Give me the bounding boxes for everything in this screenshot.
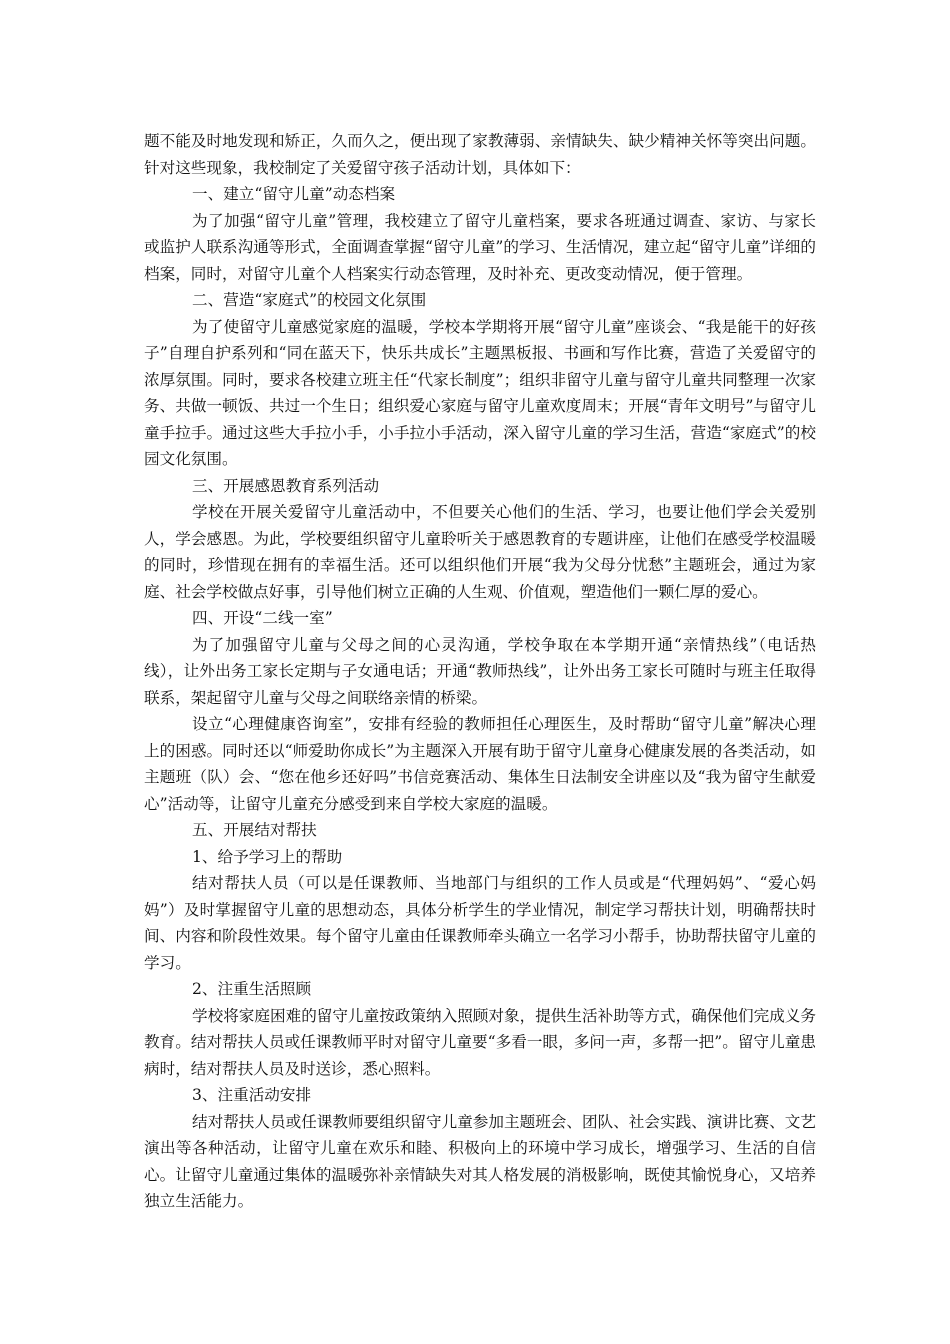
section-heading-2: 二、营造“家庭式”的校园文化氛围 [192,291,427,309]
paragraph-campus-culture: 为了使留守儿童感觉家庭的温暖，学校本学期将开展“留守儿童”座谈会、“我是能干的好孩子”自理自护系列和“同在蓝天下，快乐共成长”主题黑板报、书画和写作比赛，营造了关爱留守的浓厚氛围。同时，要求各校建立班主任“代家长制度”；组织非留守儿童与留守儿童共同整理一次家务、共做一顿饭、共过一个生日；组织爱心家庭与留守儿童欢度周末；开展“青年文明号”与留守儿童手拉手。通过这些大手拉小手，小手拉小手活动，深入留守儿童的学习生活，营造“家庭式”的校园文化氛围。 [144,317,816,468]
paragraph-archive: 为了加强“留守儿童”管理，我校建立了留守儿童档案，要求各班通过调查、家访、与家长或监护人联系沟通等形式，全面调查掌握“留守儿童”的学习、生活情况，建立起“留守儿童”详细的档案，同时，对留守儿童个人档案实行动态管理，及时补充、更改变动情况，便于管理。 [144,211,816,283]
paragraph-activities: 结对帮扶人员或任课教师要组织留守儿童参加主题班会、团队、社会实践、演讲比赛、文艺演出等各种活动，让留守儿童在欢乐和睦、积极向上的环境中学习成长，增强学习、生活的自信心。让留守儿童通过集体的温暖弥补亲情缺失对其人格发展的消极影响，既使其愉悦身心，又培养独立生活能力。 [144,1112,816,1210]
subsection-heading-3: 3、注重活动安排 [192,1086,312,1104]
paragraph-counseling: 设立“心理健康咨询室”，安排有经验的教师担任心理医生，及时帮助“留守儿童”解决心理上的困惑。同时还以“师爱助你成长”为主题深入开展有助于留守儿童身心健康发展的各类活动，如主题班（队）会、“您在他乡还好吗”书信竞赛活动、集体生日法制安全讲座以及“我为留守生献爱心”活动等，让留守儿童充分感受到来自学校大家庭的温暖。 [144,715,816,813]
subsection-heading-1: 1、给予学习上的帮助 [192,847,343,866]
section-heading-3: 三、开展感恩教育系列活动 [192,476,380,495]
paragraph-gratitude: 学校在开展关爱留守儿童活动中，不但要关心他们的生活、学习，也要让他们学会关爱别人，学会感恩。为此，学校要组织留守儿童聆听关于感恩教育的专题讲座，让他们在感受学校温暖的同时，珍惜现在拥有的幸福生活。还可以组织他们开展“我为父母分忧愁”主题班会，通过为家庭、社会学校做点好事，引导他们树立正确的人生观、价值观，塑造他们一颗仁厚的爱心。 [144,503,816,601]
paragraph-life-care: 学校将家庭困难的留守儿童按政策纳入照顾对象，提供生活补助等方式，确保他们完成义务教育。结对帮扶人员或任课教师平时对留守儿童要“多看一眼，多问一声，多帮一把”。留守儿童患病时，结对帮扶人员及时送诊，悉心照料。 [144,1006,816,1078]
paragraph-hotline: 为了加强留守儿童与父母之间的心灵沟通，学校争取在本学期开通“亲情热线”（电话热线），让外出务工家长定期与子女通电话；开通“教师热线”，让外出务工家长可随时与班主任取得联系，架起留守儿童与父母之间联络亲情的桥梁。 [144,635,816,707]
section-heading-4: 四、开设“二线一室” [192,609,333,627]
section-heading-1: 一、建立“留守儿童”动态档案 [192,185,396,203]
paragraph-intro-continued: 题不能及时地发现和矫正，久而久之，便出现了家教薄弱、亲情缺失、缺少精神关怀等突出问题。针对这些现象，我校制定了关爱留守孩子活动计划，具体如下： [144,132,816,177]
subsection-heading-2: 2、注重生活照顾 [192,980,312,998]
paragraph-study-help: 结对帮扶人员（可以是任课教师、当地部门与组织的工作人员或是“代理妈妈”、“爱心妈妈”）及时掌握留守儿童的思想动态，具体分析学生的学业情况，制定学习帮扶计划，明确帮扶时间、内容和阶段性效果。每个留守儿童由任课教师牵头确立一名学习小帮手，协助帮扶留守儿童的学习。 [144,874,816,972]
document-body [144,128,816,1215]
section-heading-5: 五、开展结对帮扶 [192,821,317,839]
